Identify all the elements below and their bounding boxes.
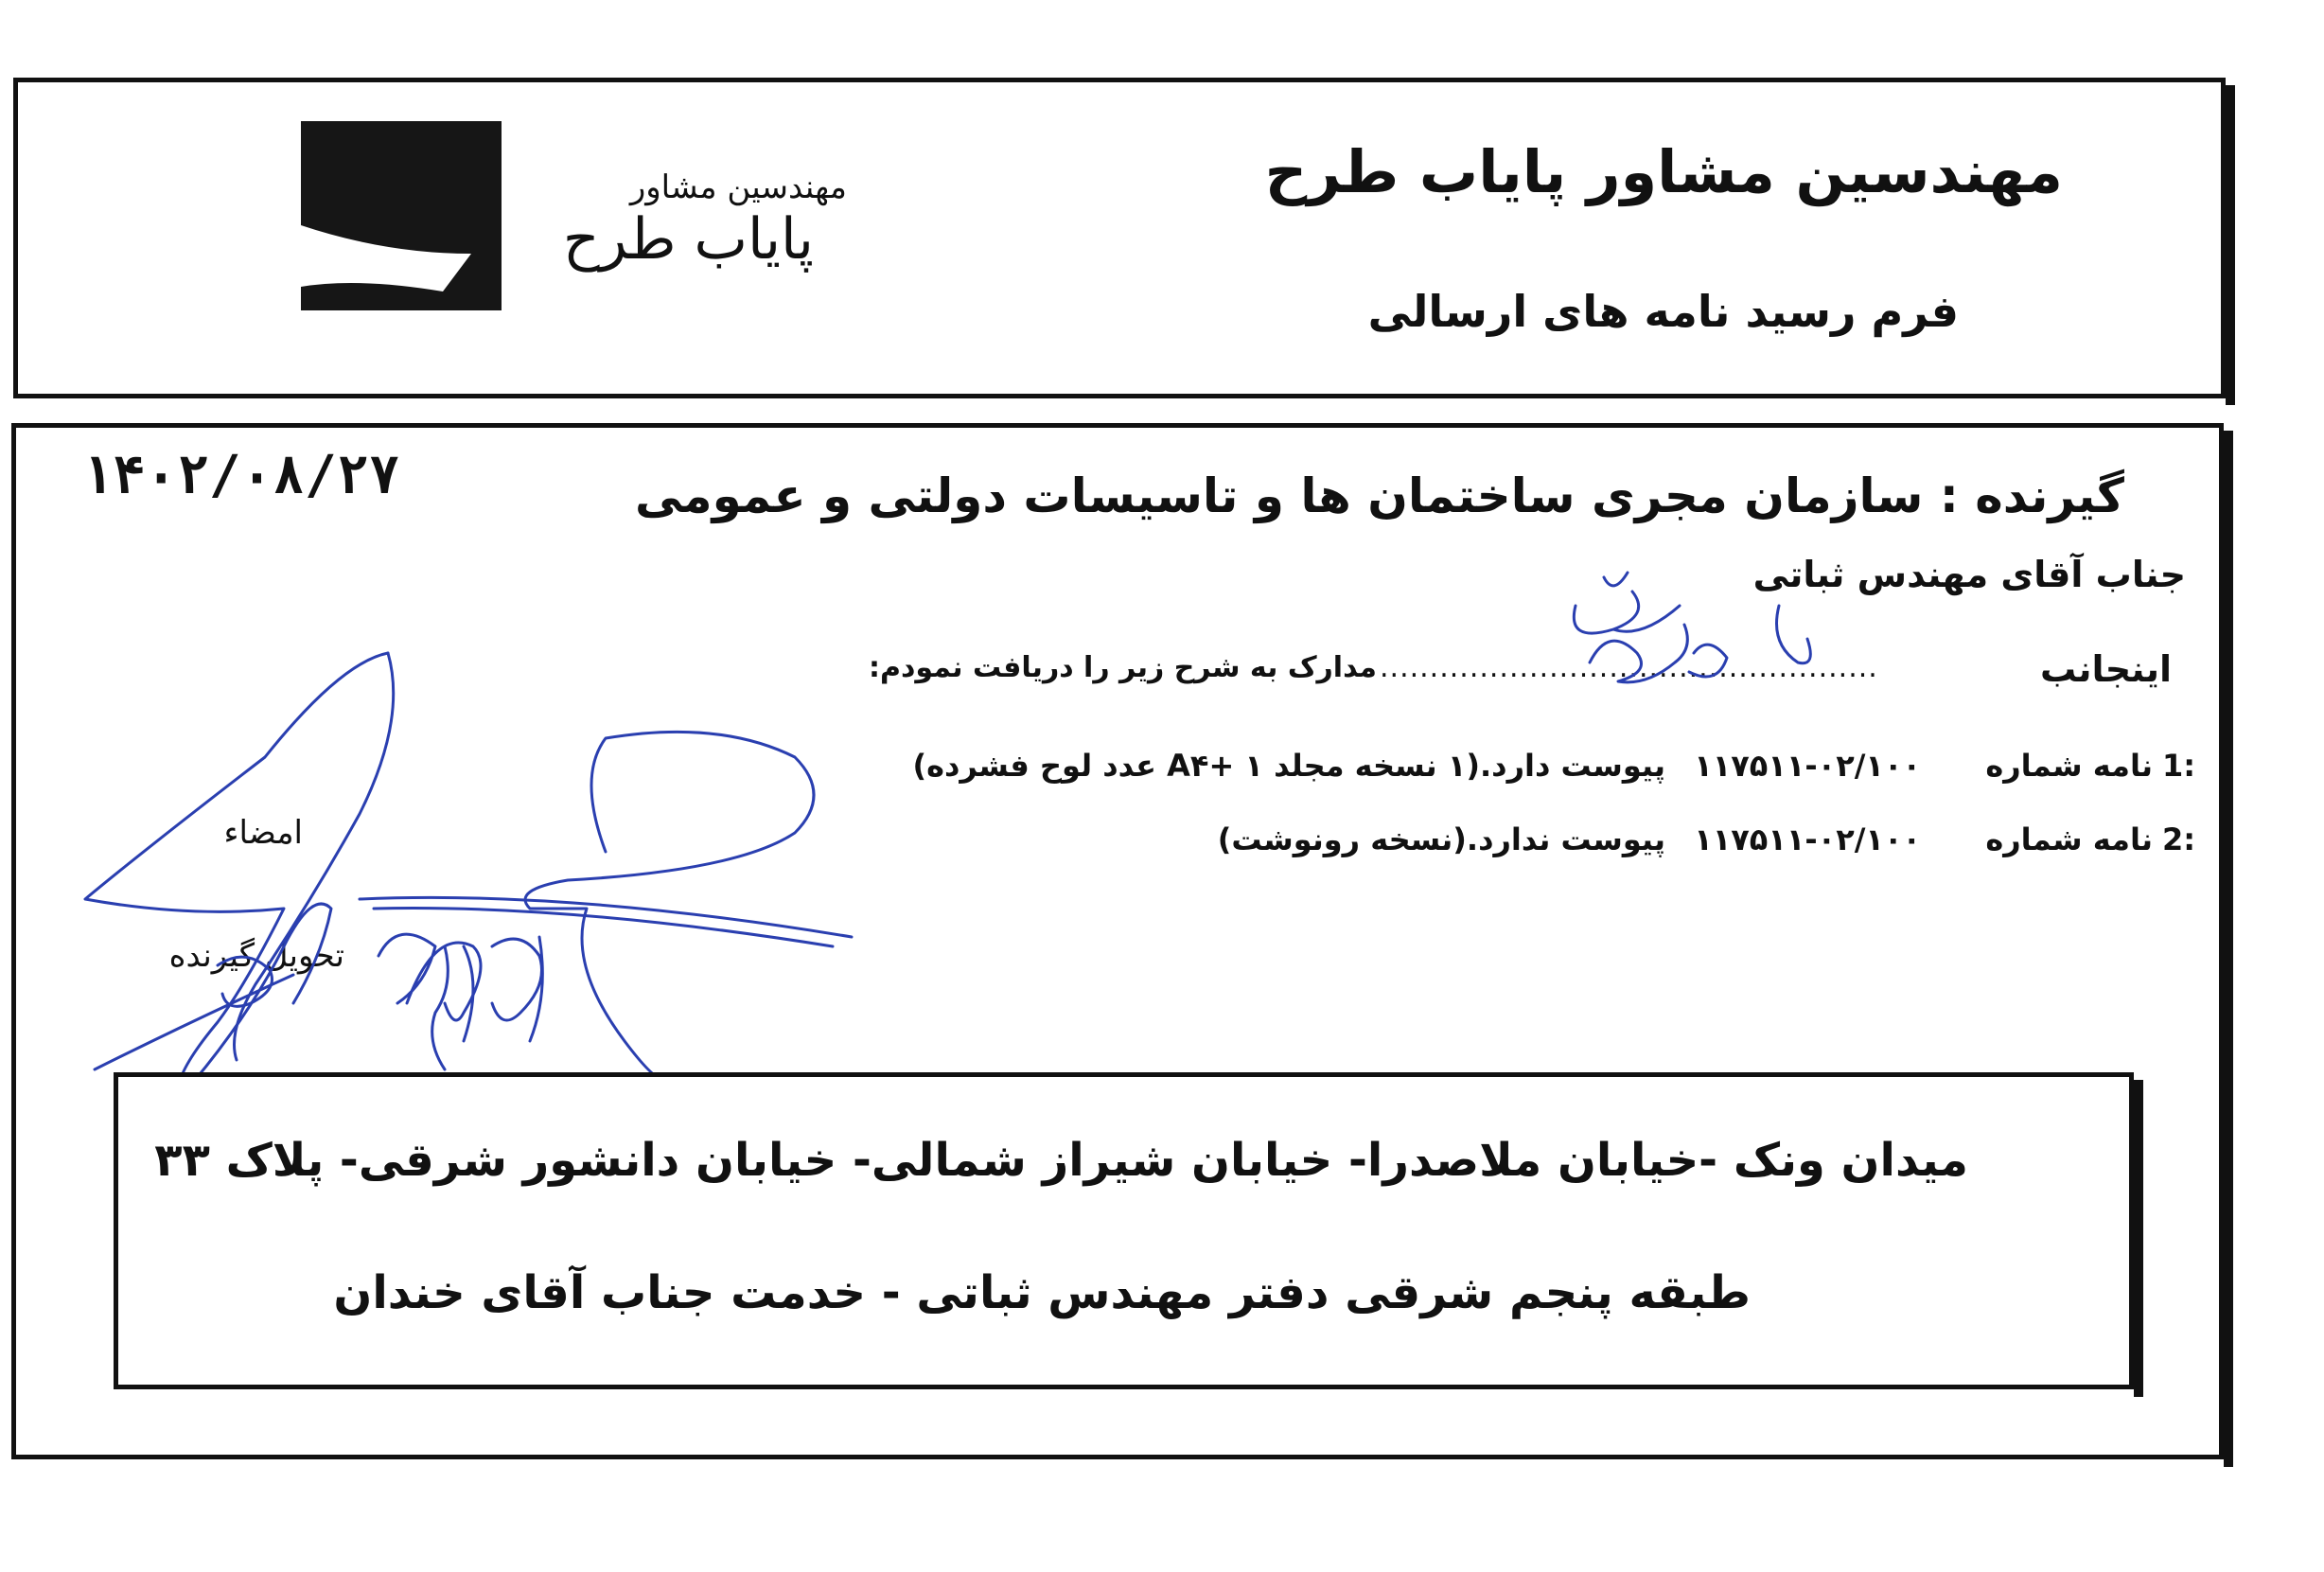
declaration-prefix: اینجانب — [2040, 648, 2172, 690]
item-number-1: ۱۱۷۵۱۱-۰۲/۱۰۰ — [1694, 748, 1921, 784]
logo-large-text: پایاب طرح — [562, 206, 814, 273]
declaration-suffix: مدارک به شرح زیر را دریافت نمودم: — [869, 651, 1377, 684]
address-box-shadow — [2134, 1080, 2143, 1397]
receipt-date: ۱۴۰۲/۰۸/۲۷ — [81, 445, 401, 506]
company-title: مهندسین مشاور پایاب طرح — [1264, 137, 2063, 206]
address-line-1: میدان ونک -خیابان ملاصدرا- خیابان شیراز شمالی- خیابان دانشور شرقی- پلاک ۳۳ — [154, 1134, 1968, 1187]
address-box — [114, 1072, 2134, 1389]
attention-line: جناب آقای مهندس ثباتی — [1752, 554, 2186, 595]
item-number-2: ۱۱۷۵۱۱-۰۲/۱۰۰ — [1694, 821, 1921, 857]
receiver-label: تحویل گیرنده — [168, 937, 344, 975]
recipient-line: گیرنده : سازمان مجری ساختمان ها و تاسیسات دولتی و عمومی — [635, 468, 2124, 523]
item-index-1: 1: — [2161, 748, 2195, 784]
sign-label: امضاء — [223, 814, 303, 852]
address-line-2: طبقه پنجم شرقی دفتر مهندس ثباتی - خدمت جناب آقای خندان — [333, 1266, 1751, 1319]
form-title: فرم رسید نامه های ارسالی — [1367, 286, 1959, 337]
item-label-2: نامه شماره — [1985, 821, 2153, 857]
declaration-dots: .................................................. — [1380, 651, 1878, 684]
item-note-1: پیوست دارد.(۱ نسخه مجلد A۴+ ۱ عدد لوح فشرده) — [912, 748, 1665, 784]
logo-small-text: مهندسین مشاور — [629, 168, 847, 206]
item-label-1: نامه شماره — [1985, 748, 2153, 784]
item-note-2: پیوست ندارد.(نسخه رونوشت) — [1217, 821, 1665, 857]
item-index-2: 2: — [2161, 821, 2195, 857]
